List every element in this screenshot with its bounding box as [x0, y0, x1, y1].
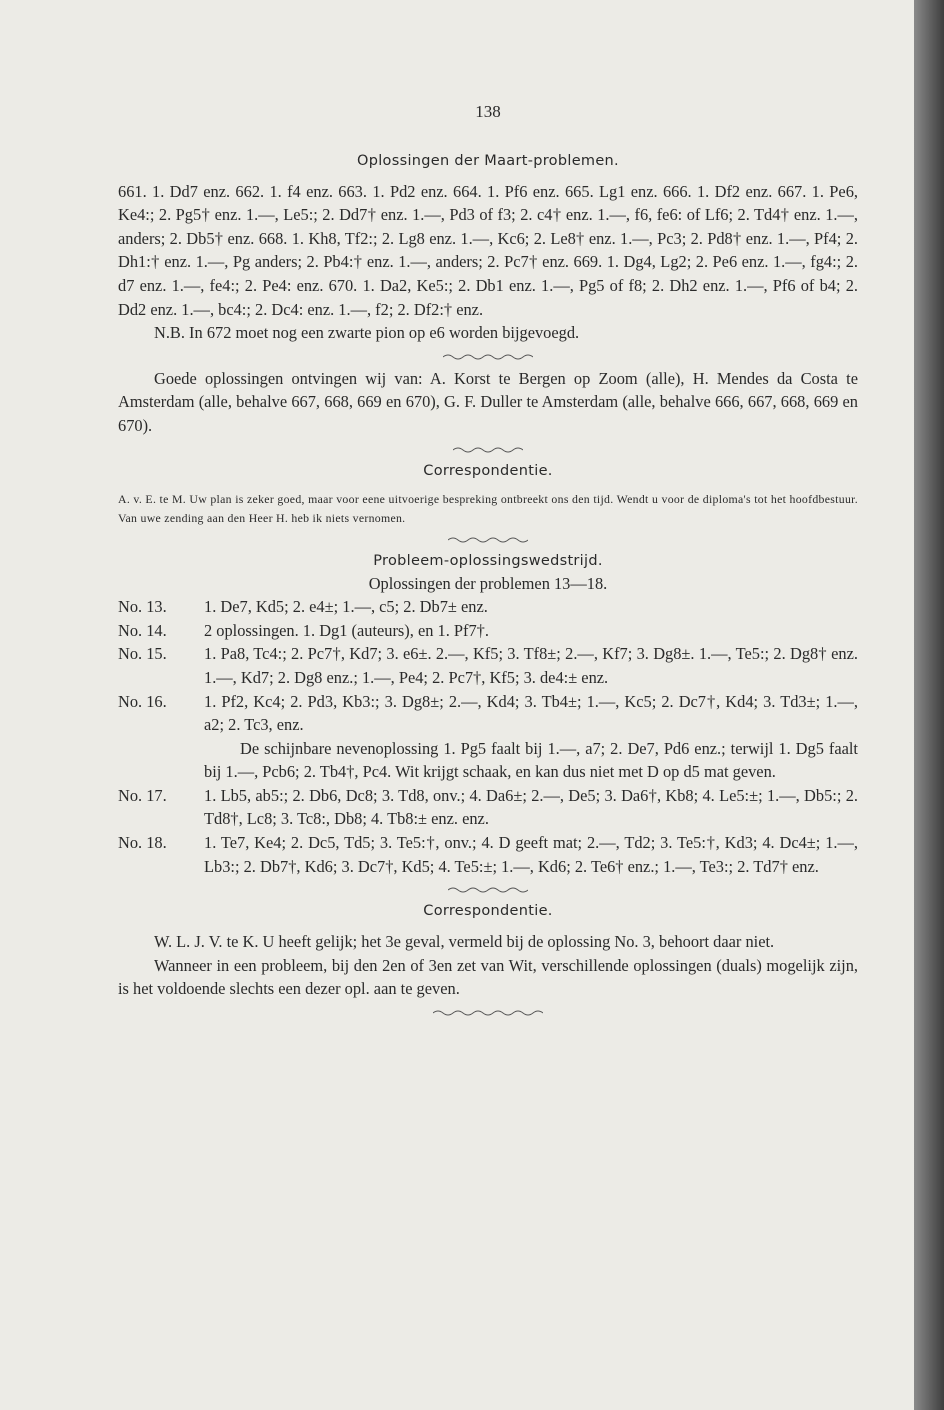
- solution-entry: [118, 690, 858, 737]
- section-title-correspondentie: Correspondentie.: [423, 462, 553, 479]
- entry-continuation: De schijnbare nevenoplossing 1. Pg5 faalt bij 1.—, a7; 2. De7, Pd6 enz.; terwijl 1. Dg5 faalt bij 1.—, Pcb6; 2. Tb4†, Pc4. Wit krijgt schaak, en kan dus niet met D op d5 mat geven.: [204, 738, 858, 782]
- page-number: 138: [475, 102, 501, 121]
- ornament-divider: [118, 878, 858, 900]
- ornament-divider: [118, 528, 858, 550]
- ornament-divider: [118, 1001, 858, 1023]
- entry-label: No. 15.: [118, 644, 167, 664]
- section-title-wedstrijd: Probleem-oplossingswedstrijd.: [373, 552, 603, 569]
- entry-label: No. 16.: [118, 691, 167, 711]
- correspondence-paragraph-1: W. L. J. V. te K. U heeft gelijk; het 3e geval, vermeld bij de oplossing No. 3, behoort daar niet.: [154, 932, 775, 952]
- entry-label: No. 18.: [118, 833, 167, 853]
- section-title-maart: Oplossingen der Maart-problemen.: [357, 152, 619, 169]
- page-content: [118, 100, 858, 1023]
- entry-text: 2 oplossingen. 1. Dg1 (auteurs), en 1. Pf7†.: [204, 620, 489, 640]
- solution-entry: [118, 619, 858, 643]
- solutions-paragraph: 661. 1. Dd7 enz. 662. 1. f4 enz. 663. 1. Pd2 enz. 664. 1. Pf6 enz. 665. Lg1 enz. 666. 1. Df2 enz. 667. 1. Pe6, Ke4:; 2. Pg5† enz. 1.—, Le5:; 2. Dd7† enz. 1.—, Pd3 of f3; 2. c4† enz. 1.—, f6, fe6: of Lf6; 2. Td4† enz. 1.—, anders; 2. Db5† enz. 668. 1. Kh8, Tf2:; 2. Lg8 enz. 1.—, Kc6; 2. Le8† enz. 1.—, Pc3; 2. Pd8† enz. 1.—, Pf4; 2. Dh1:† enz. 1.—, Pg anders; 2. Pb4:† enz. 1.—, anders; 2. Pc7† enz. 669. 1. Dg4, Lg2; 2. Pe6 enz. 1.—, fg4:; 2. d7 enz. 1.—, fe4:; 2. Pe4: enz. 670. 1. Da2, Ke5:; 2. Db1 enz. 1.—, Pg5 of f8; 2. Dh2 enz. 1.—, Pf6 of b4; 2. Dd2 enz. 1.—, bc4:; 2. Dc4: enz. 1.—, f2; 2. Df2:† enz.: [118, 181, 858, 319]
- ornament-divider: [118, 438, 858, 460]
- correspondence-paragraph-2: Wanneer in een probleem, bij den 2en of 3en zet van Wit, verschillende oplossingen (duals) mogelijk zijn, is het voldoende slechts een dezer opl. aan te geven.: [118, 955, 858, 999]
- ornament-divider: [118, 345, 858, 367]
- solvers-paragraph: Goede oplossingen ontvingen wij van: A. Korst te Bergen op Zoom (alle), H. Mendes da Costa te Amsterdam (alle, behalve 667, 668, 669 en 670), G. F. Duller te Amsterdam (alle, behalve 666, 667, 668, 669 en 670).: [118, 368, 858, 435]
- solution-entry: [118, 595, 858, 619]
- scan-edge: [914, 0, 944, 1410]
- solution-entry: [118, 784, 858, 831]
- entry-label: No. 17.: [118, 785, 167, 805]
- entry-text: 1. De7, Kd5; 2. e4±; 1.—, c5; 2. Db7± enz.: [204, 597, 488, 617]
- section-subtitle: Oplossingen der problemen 13—18.: [368, 573, 608, 593]
- solution-entry: [118, 642, 858, 689]
- entry-label: No. 14.: [118, 620, 167, 640]
- nb-note: N.B. In 672 moet nog een zwarte pion op e6 worden bijgevoegd.: [154, 323, 580, 343]
- entry-text: 1. Pa8, Tc4:; 2. Pc7†, Kd7; 3. e6±. 2.—, Kf5; 3. Tf8±; 2.—, Kf7; 3. Dg8±. 1.—, Te5:; 2. Dg8† enz. 1.—, Kd7; 2. Dg8 enz.; 1.—, Pe4; 2. Pc7†, Kf5; 3. de4:± enz.: [204, 644, 858, 687]
- entry-text: 1. Pf2, Kc4; 2. Pd3, Kb3:; 3. Dg8±; 2.—, Kd4; 3. Tb4±; 1.—, Kc5; 2. Dc7†, Kd4; 3. Td3±; 1.—, a2; 2. Tc3, enz.: [204, 691, 858, 735]
- entry-label: No. 13.: [118, 597, 167, 617]
- solution-entry: [118, 831, 858, 878]
- entry-text: 1. Lb5, ab5:; 2. Db6, Dc8; 3. Td8, onv.; 4. Da6±; 2.—, De5; 3. Da6†, Kb8; 4. Le5:±; 1.—, Db5:; 2. Td8†, Lc8; 3. Tc8:, Db8; 4. Tb8:± enz. enz.: [204, 785, 858, 829]
- section-title-correspondentie-2: Correspondentie.: [423, 903, 553, 920]
- correspondence-small-text: A. v. E. te M. Uw plan is zeker goed, maar voor eene uitvoerige bespreking ontbreekt ons den tijd. Wendt u voor de diploma's tot het hoofdbestuur. Van uwe zending aan den Heer H. heb ik niets vernomen.: [118, 491, 858, 525]
- entry-text: 1. Te7, Ke4; 2. Dc5, Td5; 3. Te5:†, onv.; 4. D geeft mat; 2.—, Td2; 3. Te5:†, Kd3; 4. Dc4±; 1.—, Lb3:; 2. Db7†, Kd6; 3. Dc7†, Kd5; 4. Te5:±; 1.—, Kd6; 2. Te6† enz.; 1.—, Te3:; 2. Td7† enz.: [204, 833, 858, 876]
